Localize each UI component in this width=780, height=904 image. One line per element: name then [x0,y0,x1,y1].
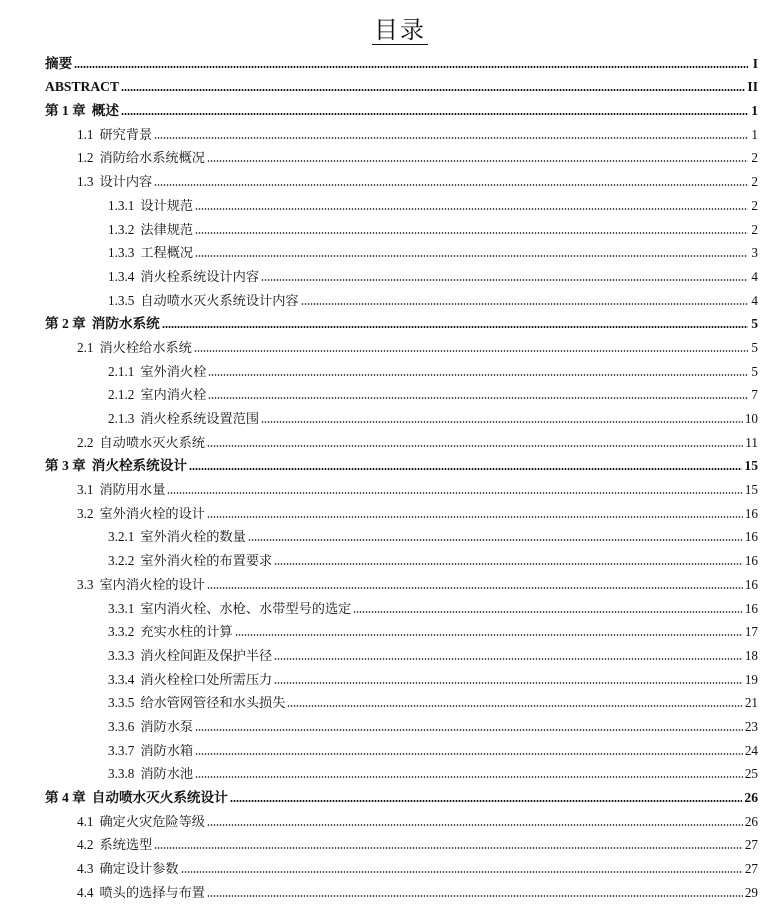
toc-entry-title: ABSTRACT [45,79,120,95]
toc-entry-number: 第 4 章 [45,790,86,805]
toc-entry-title: 消防用水量 [99,482,166,498]
toc-entry[interactable] [0,143,780,167]
dot-leader [121,113,748,115]
toc-entry-page-number: 24 [744,742,758,758]
toc-entry-number: 1.1 [77,126,94,142]
toc-entry-page-number: 15 [744,458,758,474]
toc-entry-number: 3.3.7 [108,742,135,758]
dot-leader [74,66,748,68]
toc-entry[interactable] [0,474,780,498]
toc-entry-title: 确定火灾危险等级 [99,813,205,829]
dot-leader [287,705,742,707]
toc-entry[interactable] [0,285,780,309]
toc-entry-page-number: 15 [744,482,758,498]
toc-entry-number: 3.3 [77,576,94,592]
dot-leader [195,776,743,778]
toc-entry-title: 消防水系统 [91,316,160,332]
toc-entry-title: 设计内容 [99,174,153,190]
dot-leader [207,824,743,826]
dot-leader [154,847,743,849]
toc-entry-title: 概述 [91,103,119,119]
dot-leader [207,160,748,162]
toc-entry[interactable] [0,403,780,427]
toc-entry-page-number: 27 [744,861,758,877]
toc-entry-page-number: 17 [744,624,758,640]
toc-entry-title: 消火栓系统设计 [91,458,187,474]
toc-entry-number: 1.3.5 [108,292,135,308]
toc-entry-page-number: 18 [744,647,758,663]
toc-entry-number: 3.3.3 [108,647,135,663]
toc-entry-number: 3.1 [77,482,94,498]
toc-entry-page-number: 16 [744,553,758,569]
toc-entry-number: 3.3.1 [108,600,135,616]
toc-entry-page-number: I [752,55,758,71]
toc-entry[interactable] [0,95,780,119]
toc-entry-number: 1.3.4 [108,268,135,284]
toc-entry-title: 消防给水系统概况 [99,150,205,166]
toc-entry-title: 室外消火栓的数量 [140,529,246,545]
toc-entry-page-number: 11 [745,434,758,450]
dot-leader [230,800,743,802]
toc-entry-number: 4.3 [77,861,94,877]
dot-leader [154,184,748,186]
dot-leader [353,611,742,613]
toc-entry-number: 3.2 [77,505,94,521]
toc-entry[interactable] [0,664,780,688]
toc-entry-number: 3.3.8 [108,766,135,782]
toc-entry-title: 摘要 [45,55,73,71]
toc-entry-title: 系统选型 [99,837,153,853]
toc-entry-page-number: 26 [744,813,758,829]
toc-entry-title: 室内消火栓 [140,387,207,403]
toc-entry-page-number: 16 [744,505,758,521]
dot-leader [207,445,743,447]
toc-entry-title: 确定设计参数 [99,861,179,877]
dot-leader [189,468,742,470]
toc-entry[interactable] [0,451,780,475]
toc-entry-number: 4.1 [77,813,94,829]
toc-entry[interactable] [0,309,780,333]
dot-leader [261,279,748,281]
toc-entry-page-number: 10 [744,411,758,426]
toc-entry-title: 室外消火栓 [140,363,207,379]
toc-entry-number: 1.3.2 [108,221,135,237]
toc-entry-number: 2.2 [77,434,94,450]
toc-entry-page-number: 1 [751,103,758,119]
toc-entry[interactable] [0,877,780,901]
toc-entry-page-number: 29 [744,884,758,900]
toc-entry-title: 室外消火栓的设计 [99,505,205,521]
toc-entry[interactable] [0,782,780,806]
toc-entry-number: 4.2 [77,837,94,853]
toc-entry-title: 消火栓栓口处所需压力 [140,671,273,687]
toc-entry-page-number: 2 [751,221,758,237]
toc-entry[interactable] [0,735,780,759]
toc-entry-page-number: 16 [744,576,758,592]
toc-entry-page-number: 5 [751,363,758,379]
toc-entry[interactable] [0,806,780,830]
dot-leader [235,634,743,636]
toc-entry[interactable] [0,593,780,617]
dot-leader [207,895,743,897]
toc-entry-title: 消火栓给水系统 [99,339,192,355]
dot-leader [195,208,748,210]
dot-leader [274,682,743,684]
toc-entry-page-number: 4 [751,292,758,308]
toc-entry-page-number: 25 [744,766,758,782]
toc-entry-page-number: 21 [744,695,758,711]
toc-entry-title: 消火栓系统设计内容 [140,268,260,284]
toc-entry-title: 设计规范 [140,197,194,213]
toc-entry-title: 室内消火栓、水枪、水带型号的选定 [140,600,352,616]
toc-entry[interactable] [0,356,780,380]
toc-entry-number: 2.1.3 [108,411,135,426]
dot-leader [301,303,748,305]
toc-entry[interactable] [0,853,780,877]
toc-entry-title: 自动喷水灭火系统设计内容 [140,292,299,308]
toc-entry[interactable] [0,522,780,546]
dot-leader [162,326,748,328]
toc-entry-page-number: 1 [751,126,758,142]
toc-entry-title: 充实水柱的计算 [140,624,233,640]
toc-entry[interactable] [0,545,780,569]
toc-entry-number: 1.2 [77,150,94,166]
toc-entry[interactable] [0,190,780,214]
toc-entry-page-number: 16 [744,600,758,616]
toc-entry-title: 室内消火栓的设计 [99,576,205,592]
dot-leader [274,563,743,565]
toc-entry-number: 3.2.2 [108,553,135,569]
toc-entry-title: 法律规范 [140,221,194,237]
toc-entry[interactable] [0,380,780,404]
page-title-text: 目录 [374,16,426,44]
dot-leader [195,232,748,234]
dot-leader [274,658,743,660]
toc-entry-page-number: 23 [744,718,758,734]
toc-entry-number: 3.2.1 [108,529,135,545]
toc-entry[interactable] [0,640,780,664]
toc-entry-number: 1.3.3 [108,245,135,261]
toc-entry[interactable] [0,617,780,641]
toc-entry-number: 第 3 章 [45,458,86,474]
toc-entry-number: 第 2 章 [45,316,86,332]
toc-entry-title: 喷头的选择与布置 [99,884,205,900]
toc-entry[interactable] [0,166,780,190]
toc-entry-title: 消火栓系统设置范围 [140,411,260,426]
toc-entry-page-number: 27 [744,837,758,853]
dot-leader [207,516,743,518]
toc-entry-page-number: 2 [751,197,758,213]
dot-leader [195,729,743,731]
toc-entry[interactable] [0,569,780,593]
toc-entry[interactable] [0,238,780,262]
toc-entry-title: 研究背景 [99,126,153,142]
toc-entry[interactable] [0,830,780,854]
toc-entry[interactable] [0,688,780,712]
toc-entry-page-number: II [747,79,758,95]
toc-entry-page-number: 19 [744,671,758,687]
toc-entry-page-number: 16 [744,529,758,545]
toc-entry-number: 3.3.5 [108,695,135,711]
toc-entry-title: 室外消火栓的布置要求 [140,553,273,569]
dot-leader [194,350,748,352]
table-of-contents [0,48,780,901]
toc-entry[interactable] [0,498,780,522]
toc-entry-title: 消火栓间距及保护半径 [140,647,273,663]
dot-leader [181,871,743,873]
toc-entry-title: 工程概况 [140,245,194,261]
page-title [0,10,780,45]
toc-entry-number: 1.3 [77,174,94,190]
toc-entry[interactable] [0,48,780,72]
dot-leader [248,539,743,541]
dot-leader [261,421,743,423]
toc-entry-number: 3.3.4 [108,671,135,687]
toc-entry[interactable] [0,711,780,735]
toc-entry[interactable] [0,427,780,451]
dot-leader [195,753,743,755]
toc-entry-title: 给水管网管径和水头损失 [140,695,286,711]
toc-entry-number: 2.1.2 [108,387,135,403]
dot-leader [208,374,748,376]
toc-entry-title: 自动喷水灭火系统设计 [91,790,228,805]
toc-entry-number: 1.3.1 [108,197,135,213]
toc-entry-number: 4.4 [77,884,94,900]
dot-leader [167,492,742,494]
toc-entry-page-number: 5 [751,316,758,332]
dot-leader [121,89,745,91]
toc-entry-page-number: 4 [751,268,758,284]
toc-entry-title: 自动喷水灭火系统 [99,434,205,450]
dot-leader [207,587,743,589]
toc-entry-number: 3.3.2 [108,624,135,640]
toc-entry[interactable] [0,332,780,356]
toc-entry[interactable] [0,72,780,96]
toc-entry-page-number: 26 [744,790,758,805]
toc-entry-page-number: 5 [751,339,758,355]
dot-leader [208,397,748,399]
toc-entry[interactable] [0,759,780,783]
toc-entry-number: 3.3.6 [108,718,135,734]
toc-entry-number: 第 1 章 [45,103,86,119]
toc-entry-title: 消防水泵 [140,718,194,734]
toc-entry-page-number: 2 [751,174,758,190]
toc-entry-number: 2.1.1 [108,363,135,379]
toc-entry[interactable] [0,214,780,238]
toc-entry-page-number: 3 [751,245,758,261]
toc-entry-page-number: 2 [751,150,758,166]
toc-entry-title: 消防水箱 [140,742,194,758]
toc-entry-page-number: 7 [751,387,758,403]
toc-entry-title: 消防水池 [140,766,194,782]
dot-leader [195,255,748,257]
toc-entry[interactable] [0,119,780,143]
toc-entry-number: 2.1 [77,339,94,355]
toc-entry[interactable] [0,261,780,285]
dot-leader [154,137,748,139]
